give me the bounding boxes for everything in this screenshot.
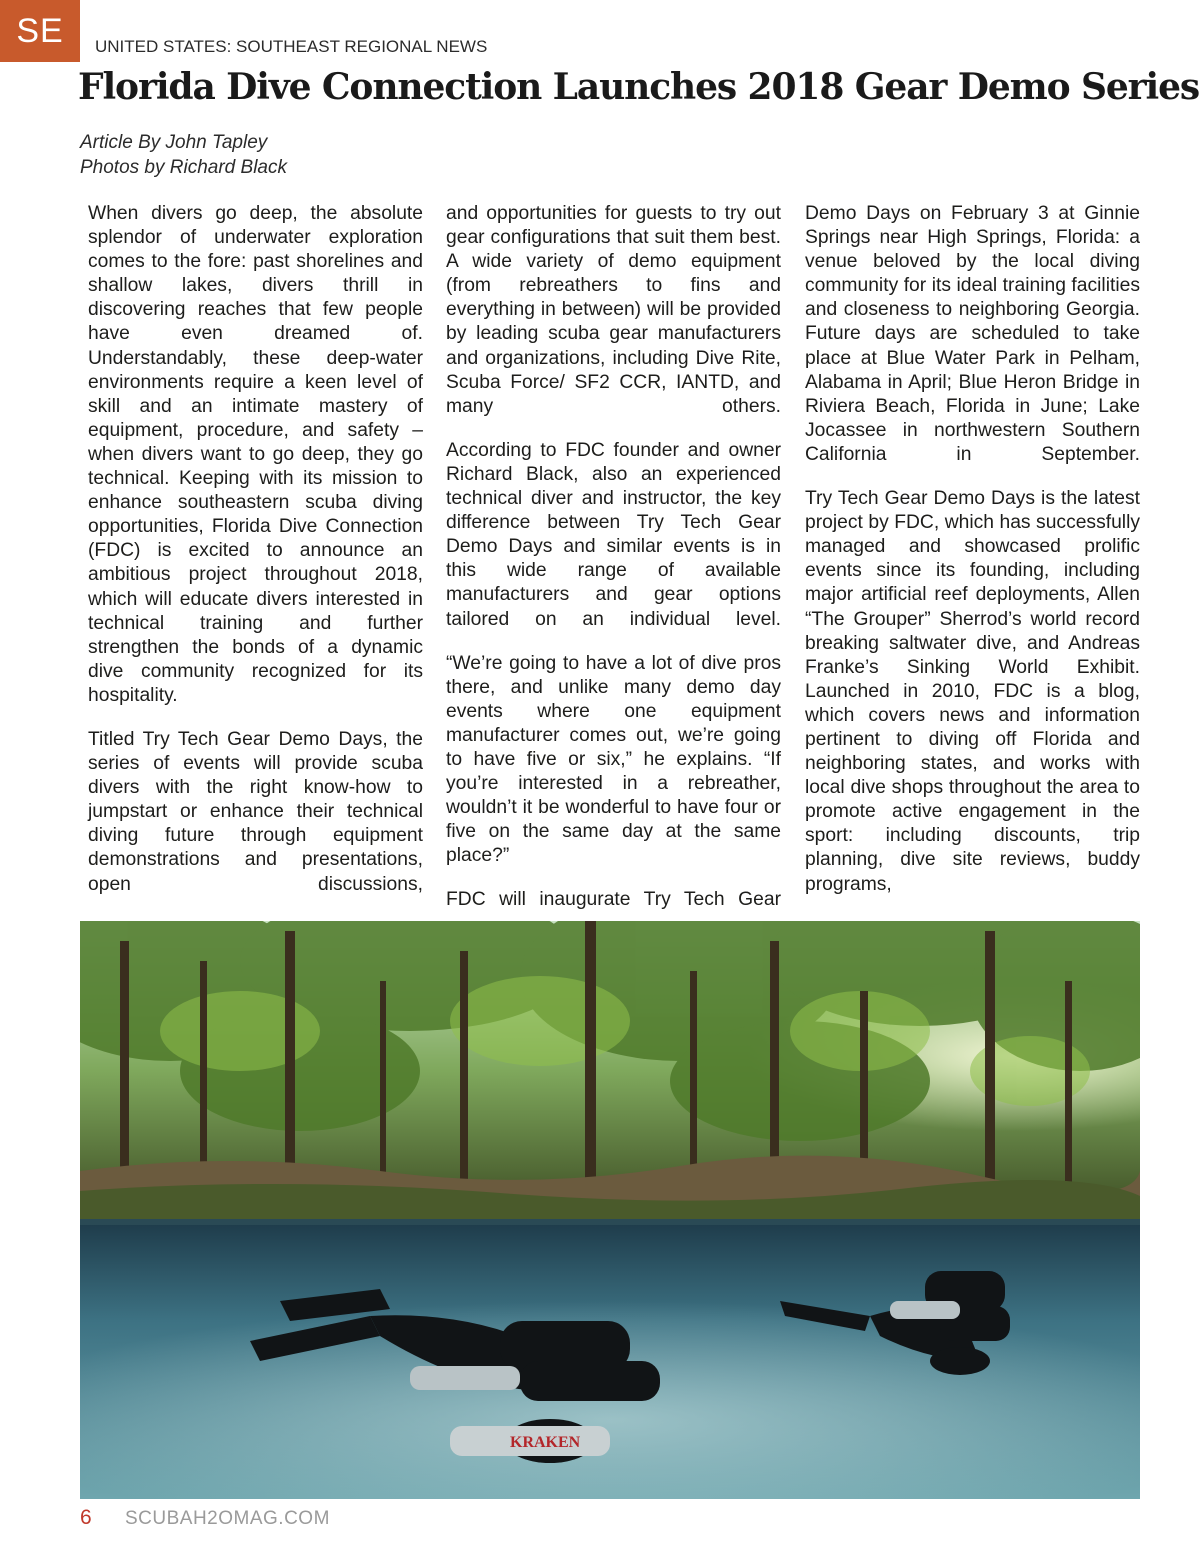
- paragraph: FDC will inaugurate Try Tech Gear: [446, 889, 781, 911]
- section-tab: SE: [0, 0, 80, 62]
- byline-photos: Photos by Richard Black: [80, 157, 287, 178]
- photo-illustration: [80, 921, 1140, 1499]
- page-number: 6: [80, 1506, 92, 1529]
- section-label: UNITED STATES: SOUTHEAST REGIONAL NEWS: [95, 37, 488, 56]
- paragraph: Demo Days on February 3 at Ginnie Springs near High Springs, Florida: a venue beloved by the local diving community for its ideal training facilities and closeness to neighboring Georgia. Future days are scheduled to take place at Blue Water Park in Pelham, Alabama in April; Blue Heron Bridge in Riviera Beach, Florida in June; Lake Jocassee in northwestern Southern California in September.: [805, 203, 1140, 465]
- paragraph: and opportunities for guests to try out gear configurations that suit them best. A wide variety of demo equipment (from rebreathers to fins and everything in between) will be provided by leading scuba gear manufacturers and organizations, including Dive Rite, Scuba Force/ SF2 CCR, IANTD, and many others.: [446, 203, 781, 417]
- byline-author: Article By John Tapley: [80, 132, 268, 153]
- article-column-3: [805, 202, 1140, 897]
- article-title: Florida Dive Connection Launches 2018 Gear Demo Series: [78, 66, 1200, 108]
- tank-label: KRAKEN: [510, 1434, 581, 1451]
- split-level-dive-photo: [80, 921, 1140, 1499]
- footer-site: SCUBAH2OMAG.COM: [125, 1508, 330, 1529]
- paragraph: Titled Try Tech Gear Demo Days, the series of events will provide scuba divers with the right know-how to jumpstart or enhance their technical diving future through equipment demonstrations and presentations, open discussions,: [88, 728, 423, 895]
- paragraph: According to FDC founder and owner Richard Black, also an experienced technical diver and instructor, the key difference between Try Tech Gear Demo Days and similar events is in this wide range of available manufacturers and gear options tailored on an individual level.: [446, 439, 781, 630]
- article-column-1: [88, 202, 423, 897]
- paragraph: Try Tech Gear Demo Days is the latest project by FDC, which has successfully managed and showcased prolific events since its founding, including major artificial reef deployments, Allen “The Grouper” Sherrod’s world record breaking saltwater dive, and Andreas Franke’s Sinking World Exhibit. Launched in 2010, FDC is a blog, which covers news and information pertinent to diving off Florida and neighboring states, and works with local dive shops throughout the area to promote active engagement in the sport: including discounts, trip planning, dive site reviews, buddy programs,: [805, 488, 1140, 895]
- article-column-2: [446, 202, 781, 913]
- byline: [80, 130, 287, 180]
- paragraph: When divers go deep, the absolute splendor of underwater exploration comes to the fore: past shorelines and shallow lakes, divers thrill in discovering reaches that few people have even dreamed of. Understandably, these deep-water environments require a keen level of skill and an intimate mastery of equipment, procedure, and safety – when divers want to go deep, they go technical. Keeping with its mission to enhance southeastern scuba diving opportunities, Florida Dive Connection (FDC) is excited to announce an ambitious project throughout 2018, which will educate divers interested in technical training and further strengthen the bonds of a dynamic dive community recognized for its hospitality.: [88, 203, 423, 706]
- paragraph: “We’re going to have a lot of dive pros there, and unlike many demo day events where one equipment manufacturer comes out, we’re going to have five or six,” he explains. “If you’re interested in a rebreather, wouldn’t it be wonderful to have four or five on the same day at the same place?”: [446, 652, 781, 867]
